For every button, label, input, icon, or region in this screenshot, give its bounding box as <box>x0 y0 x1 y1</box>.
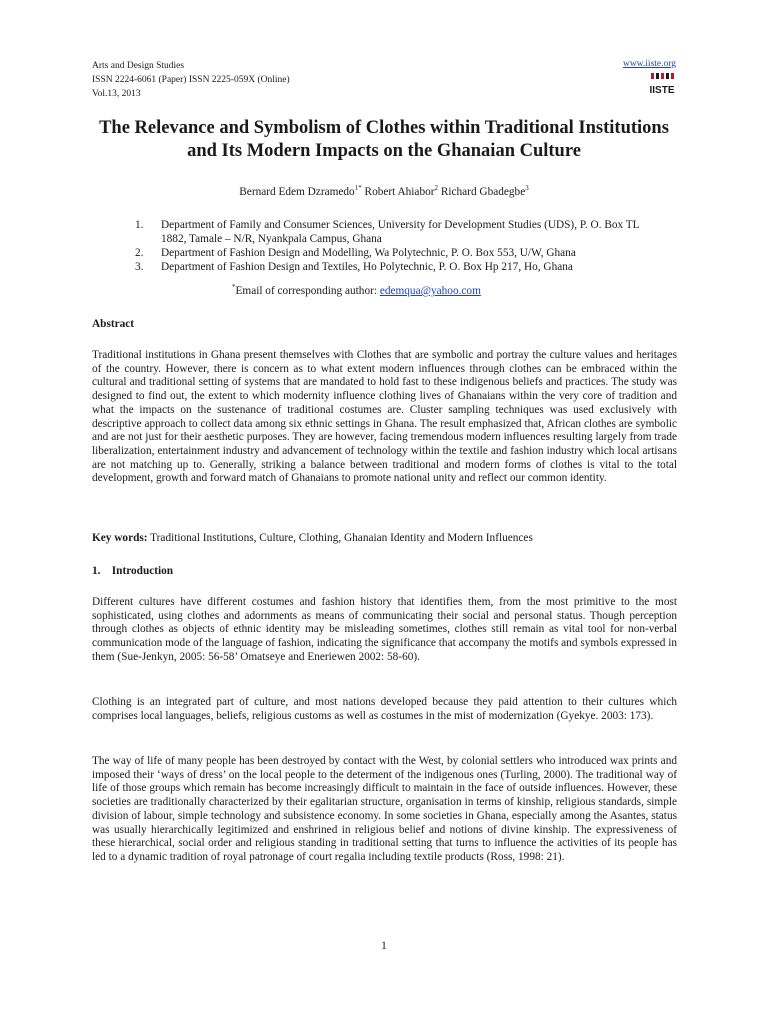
author-line <box>92 184 676 198</box>
body-paragraph: Clothing is an integrated part of culture, and most nations developed because they paid attention to their cultures which comprises local languages, beliefs, religious customs as well as costumes in the mist of modernization (Gyekye. 2003: 173). <box>92 696 677 722</box>
keywords-text: Traditional Institutions, Culture, Clothing, Ghanaian Identity and Modern Influences <box>147 532 533 544</box>
journal-url-link[interactable]: www.iiste.org <box>622 59 676 69</box>
author-marker: 1* <box>354 184 362 192</box>
journal-name: Arts and Design Studies <box>92 61 185 71</box>
keywords-label: Key words: <box>92 532 148 544</box>
corresponding-author <box>232 283 481 297</box>
author-name: Robert Ahiabor <box>364 185 435 198</box>
affiliation-list <box>135 218 655 274</box>
affiliation-number: 1. <box>135 219 144 231</box>
body-paragraph: The way of life of many people has been destroyed by contact with the West, by colonial settlers who introduced wax prints and imposed their ‘ways of dress’ on the local people to the determent of the indigenous ones (Turling, 2000). The traditional way of life of those groups which remain has become increasingly difficult to maintain in the face of outside influences. However, these societies are traditionally characterized by their egalitarian structure, organisation in terms of kinship, religious standards, simple division of labour, simple technology and subsistence economy. In some societies in Ghana, especially among the Asantes, status was usually hierarchically legitimized and enshrined in religious belief and notions of divine kinship. The expressiveness of these hierarchical, social order and religious standing in traditional setting that turns to influence the activities of its people has led to a dynamic tradition of royal patronage of court regalia including textile products (Ross, 1998: 21). <box>92 755 677 863</box>
affiliation-number: 3. <box>135 261 144 273</box>
issn-line: ISSN 2224-6061 (Paper) ISSN 2225-059X (Online) <box>92 75 290 86</box>
section-number: 1. <box>92 565 101 577</box>
affiliation-number: 2. <box>135 247 144 259</box>
email-link[interactable]: edemqua@yahoo.com <box>379 284 481 297</box>
corresponding-marker: * <box>232 283 236 291</box>
iiste-logo <box>648 71 676 99</box>
keywords-line <box>92 532 533 544</box>
author-name: Bernard Edem Dzramedo <box>239 185 355 198</box>
body-paragraph: Different cultures have different costumes and fashion history that identifies them, from the most primitive to the most sophisticated, using clothes and adornments as means of communicating their social and personal status. Though perception through clothes as objects of ethnic identity may be misleading sometimes, clothes still remain as vital tool for non-verbal communication mode of the language of fashion, indicating the significance that accompany the motifs and symbols expressed in them (Sue-Jenkyn, 2005: 56-58’ Omatseye and Eneriewen 2002: 58-60). <box>92 596 677 663</box>
volume-line: Vol.13, 2013 <box>92 89 141 100</box>
affiliation-text: Department of Family and Consumer Sciences, University for Development Studies (UDS), P. O. Box TL 1882, Tamale – N/R, Nyankpala Campus, Ghana <box>161 219 640 245</box>
author-marker: 2 <box>434 184 438 192</box>
page-number: 1 <box>381 940 387 952</box>
running-header <box>92 59 290 102</box>
author-marker: 3 <box>525 184 529 192</box>
affiliation-item <box>135 260 655 274</box>
section-heading-introduction <box>92 565 173 577</box>
corresponding-label: Email of corresponding author: <box>235 284 380 297</box>
abstract-text: Traditional institutions in Ghana present themselves with Clothes that are symbolic and portray the culture values and heritages of the country. However, there is concern as to what extent modern influences through clothes can be embraced within the cultural and traditional setting of systems that are mandated to hold fast to these indigenous beliefs and practices. The study was designed to find out, the extent to which modernity influence clothing lives of Ghanaians within the very core of tradition and what the impacts on the sustenance of traditional costumes are. Cluster sampling techniques was used exclusively with descriptive approach to collect data among six ethnic settings in Ghana. The result emphasized that, African clothes are symbolic and are not just for their aesthetic purposes. They are however, facing tremendous modern influences resulting largely from trade liberalization, entertainment industry and advancement of technology within the textile and fashion industry which local artisans are not matching up to. Generally, striking a balance between traditional and modern forms of clothes is vital to the total development, growth and forward match of Ghanaians to promote national unity and reflect our common identity. <box>92 349 677 485</box>
affiliation-item <box>135 218 655 246</box>
affiliation-text: Department of Fashion Design and Modelling, Wa Polytechnic, P. O. Box 553, U/W, Ghana <box>161 247 576 259</box>
affiliation-text: Department of Fashion Design and Textiles, Ho Polytechnic, P. O. Box Hp 217, Ho, Ghana <box>161 261 573 273</box>
paper-title: The Relevance and Symbolism of Clothes within Traditional Institutions and Its Modern Impacts on the Ghanaian Culture <box>99 118 669 161</box>
abstract-heading: Abstract <box>92 318 135 330</box>
logo-wordmark: IISTE <box>649 85 675 96</box>
affiliation-item <box>135 246 655 260</box>
author-name: Richard Gbadegbe <box>440 185 526 198</box>
section-title: Introduction <box>111 565 174 577</box>
